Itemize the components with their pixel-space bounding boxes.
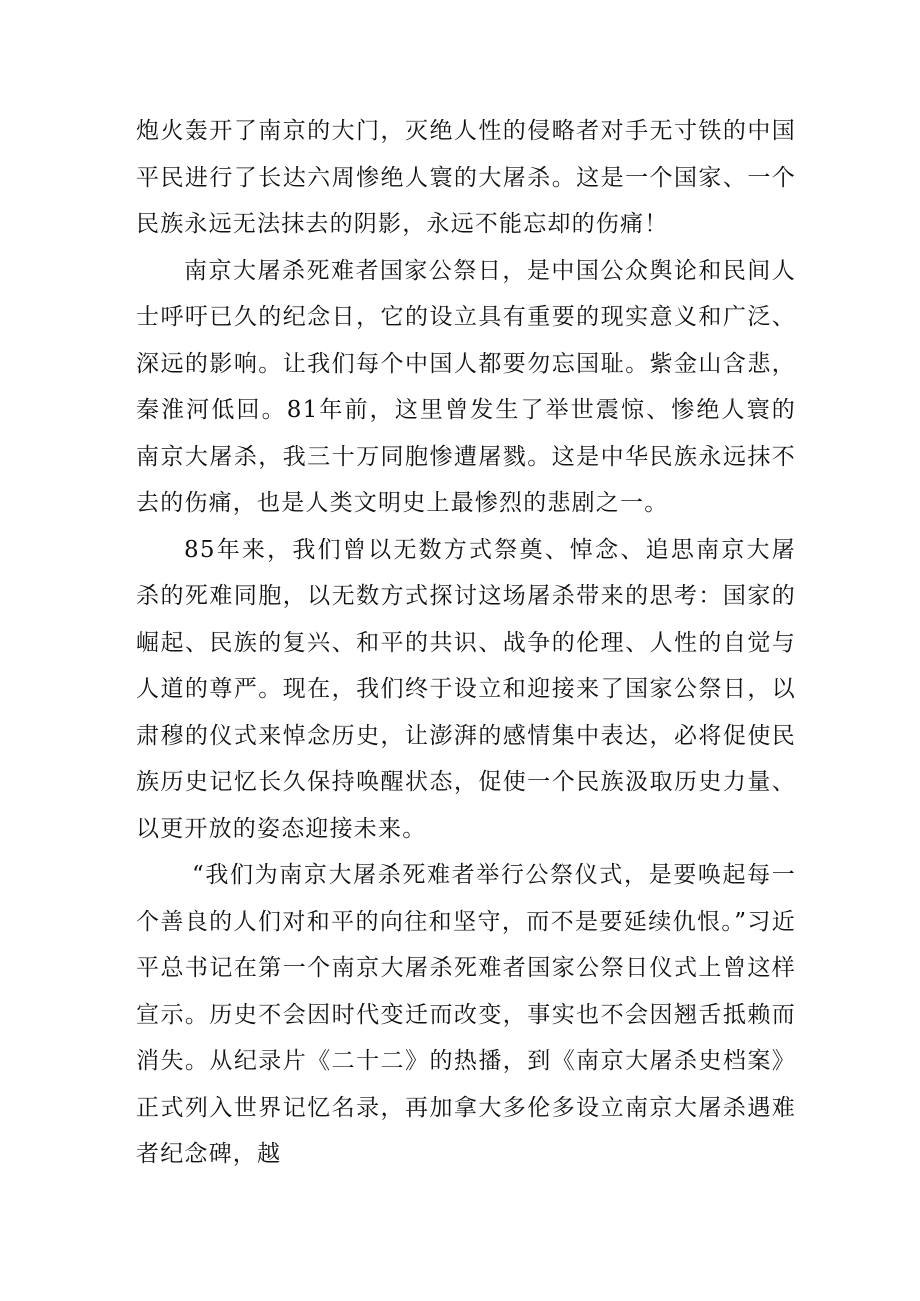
- paragraph-2: 南京大屠杀死难者国家公祭日，是中国公众舆论和民间人士呼吁已久的纪念日，它的设立具有重要的现实意义和广泛、深远的影响。让我们每个中国人都要勿忘国耻。紫金山含悲，秦淮河低回。81年前，这里曾发生了举世震惊、惨绝人寰的南京大屠杀，我三十万同胞惨遭屠戮。这是中华民族永远抹不去的伤痛，也是人类文明史上最惨烈的悲剧之一。: [136, 257, 796, 516]
- paragraph-4: “我们为南京大屠杀死难者举行公祭仪式，是要唤起每一个善良的人们对和平的向往和坚守，而不是要延续仇恨。”习近平总书记在第一个南京大屠杀死难者国家公祭日仪式上曾这样宣示。历史不会因时代变迁而改变，事实也不会因翘舌抵赖而消失。从纪录片《二十二》的热播，到《南京大屠杀史档案》正式列入世界记忆名录，再加拿大多伦多设立南京大屠杀遇难者纪念碑，越: [136, 862, 796, 1167]
- paragraph-3: 85年来，我们曾以无数方式祭奠、悼念、追思南京大屠杀的死难同胞，以无数方式探讨这场屠杀带来的思考：国家的崛起、民族的复兴、和平的共识、战争的伦理、人性的自觉与人道的尊严。现在，我们终于设立和迎接来了国家公祭日，以肃穆的仪式来悼念历史，让澎湃的感情集中表达，必将促使民族历史记忆长久保持唤醒状态，促使一个民族汲取历史力量、以更开放的姿态迎接未来。: [136, 536, 796, 842]
- document-body: [136, 108, 796, 1178]
- paragraph-1: 炮火轰开了南京的大门，灭绝人性的侵略者对手无寸铁的中国平民进行了长达六周惨绝人寰的大屠杀。这是一个国家、一个民族永远无法抹去的阴影，永远不能忘却的伤痛！: [136, 118, 796, 237]
